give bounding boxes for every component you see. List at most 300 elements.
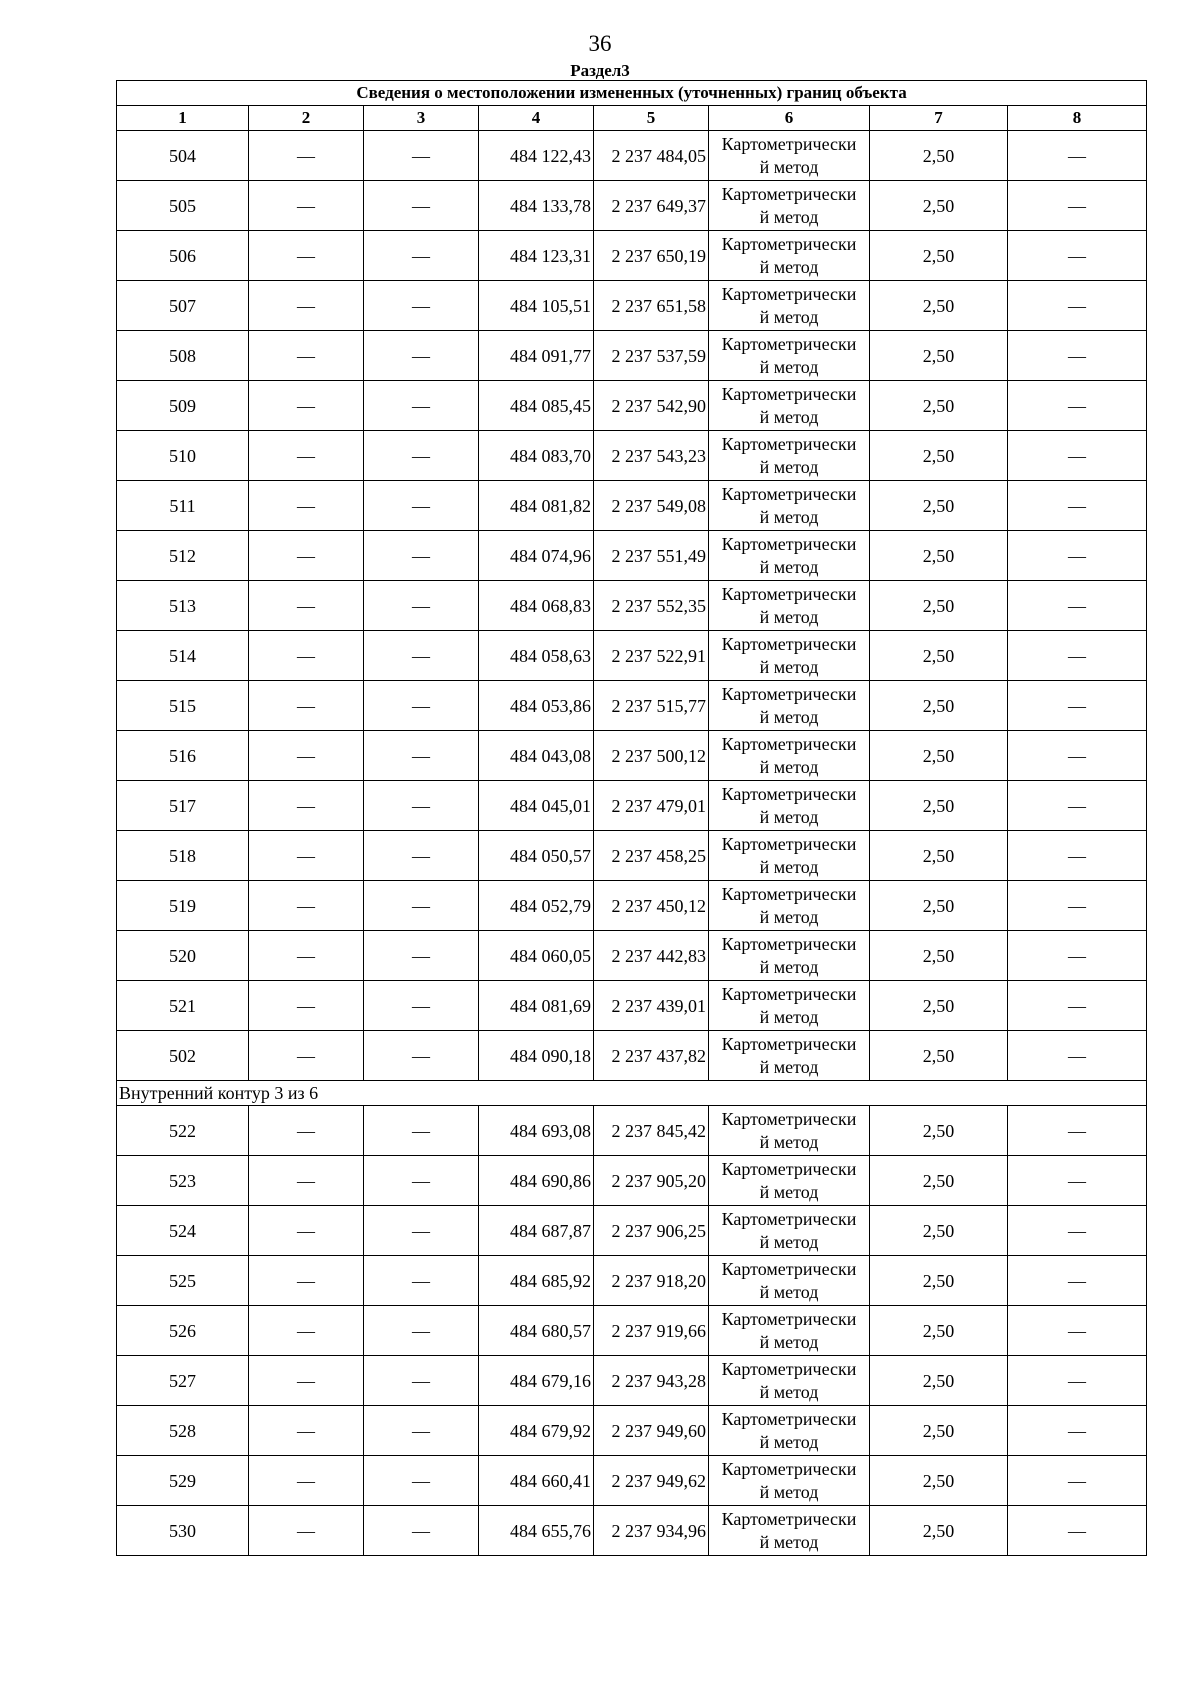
method-line: й метод [759, 957, 819, 977]
column-8-cell: — [1008, 631, 1147, 681]
table-row [117, 381, 1147, 431]
x-coordinate-cell: 484 679,16 [479, 1356, 594, 1406]
accuracy-cell: 2,50 [870, 1031, 1008, 1081]
point-number-cell: 502 [117, 1031, 249, 1081]
x-coordinate-cell: 484 060,05 [479, 931, 594, 981]
table-row [117, 431, 1147, 481]
method-line: й метод [759, 657, 819, 677]
x-coordinate-cell: 484 133,78 [479, 181, 594, 231]
column-8-cell: — [1008, 731, 1147, 781]
method-line: Картометрически [721, 134, 857, 154]
column-number: 7 [870, 106, 1008, 131]
y-coordinate-cell: 2 237 949,60 [594, 1406, 709, 1456]
point-number-cell: 512 [117, 531, 249, 581]
method-line: Картометрически [721, 184, 857, 204]
table-row [117, 731, 1147, 781]
x-coordinate-cell: 484 660,41 [479, 1456, 594, 1506]
column-3-cell: — [364, 1356, 479, 1406]
point-number-cell: 509 [117, 381, 249, 431]
method-cell [709, 331, 870, 381]
method-line: Картометрически [721, 1509, 857, 1529]
column-8-cell: — [1008, 381, 1147, 431]
method-line: Картометрически [721, 1259, 857, 1279]
column-2-cell: — [249, 831, 364, 881]
column-8-cell: — [1008, 881, 1147, 931]
column-8-cell: — [1008, 1156, 1147, 1206]
table-row [117, 1106, 1147, 1156]
accuracy-cell: 2,50 [870, 931, 1008, 981]
column-2-cell: — [249, 881, 364, 931]
method-cell [709, 931, 870, 981]
y-coordinate-cell: 2 237 918,20 [594, 1256, 709, 1306]
column-8-cell: — [1008, 681, 1147, 731]
method-cell [709, 731, 870, 781]
table-row [117, 331, 1147, 381]
method-cell [709, 631, 870, 681]
method-cell [709, 681, 870, 731]
method-line: й метод [759, 1282, 819, 1302]
method-line: й метод [759, 857, 819, 877]
boundary-table [116, 80, 1147, 1556]
method-cell [709, 1406, 870, 1456]
column-2-cell: — [249, 731, 364, 781]
method-line: й метод [759, 257, 819, 277]
point-number-cell: 517 [117, 781, 249, 831]
method-cell [709, 831, 870, 881]
column-3-cell: — [364, 1406, 479, 1456]
accuracy-cell: 2,50 [870, 231, 1008, 281]
point-number-cell: 508 [117, 331, 249, 381]
point-number-cell: 524 [117, 1206, 249, 1256]
y-coordinate-cell: 2 237 845,42 [594, 1106, 709, 1156]
column-3-cell: — [364, 931, 479, 981]
table-row [117, 531, 1147, 581]
table-row [117, 831, 1147, 881]
table-row [117, 981, 1147, 1031]
method-cell [709, 881, 870, 931]
method-line: й метод [759, 457, 819, 477]
method-line: й метод [759, 157, 819, 177]
table-row [117, 1256, 1147, 1306]
accuracy-cell: 2,50 [870, 331, 1008, 381]
accuracy-cell: 2,50 [870, 681, 1008, 731]
point-number-cell: 520 [117, 931, 249, 981]
column-number-row [117, 106, 1147, 131]
method-line: й метод [759, 357, 819, 377]
method-line: Картометрически [721, 484, 857, 504]
y-coordinate-cell: 2 237 905,20 [594, 1156, 709, 1206]
table-row [117, 1406, 1147, 1456]
x-coordinate-cell: 484 693,08 [479, 1106, 594, 1156]
column-2-cell: — [249, 1406, 364, 1456]
column-2-cell: — [249, 931, 364, 981]
table-row [117, 481, 1147, 531]
y-coordinate-cell: 2 237 649,37 [594, 181, 709, 231]
point-number-cell: 516 [117, 731, 249, 781]
y-coordinate-cell: 2 237 949,62 [594, 1456, 709, 1506]
y-coordinate-cell: 2 237 442,83 [594, 931, 709, 981]
column-2-cell: — [249, 481, 364, 531]
accuracy-cell: 2,50 [870, 781, 1008, 831]
method-line: Картометрически [721, 1209, 857, 1229]
method-line: Картометрически [721, 1409, 857, 1429]
method-line: Картометрически [721, 584, 857, 604]
column-8-cell: — [1008, 581, 1147, 631]
accuracy-cell: 2,50 [870, 1506, 1008, 1556]
method-line: й метод [759, 757, 819, 777]
method-line: й метод [759, 1532, 819, 1552]
method-line: й метод [759, 557, 819, 577]
table-row [117, 1206, 1147, 1256]
contour-row [117, 1081, 1147, 1106]
method-line: Картометрически [721, 1159, 857, 1179]
column-8-cell: — [1008, 781, 1147, 831]
table-row [117, 1306, 1147, 1356]
y-coordinate-cell: 2 237 650,19 [594, 231, 709, 281]
method-line: й метод [759, 1232, 819, 1252]
point-number-cell: 530 [117, 1506, 249, 1556]
column-number: 2 [249, 106, 364, 131]
y-coordinate-cell: 2 237 484,05 [594, 131, 709, 181]
column-8-cell: — [1008, 1256, 1147, 1306]
accuracy-cell: 2,50 [870, 1106, 1008, 1156]
method-line: Картометрически [721, 284, 857, 304]
accuracy-cell: 2,50 [870, 631, 1008, 681]
method-line: Картометрически [721, 984, 857, 1004]
table-row [117, 781, 1147, 831]
x-coordinate-cell: 484 081,69 [479, 981, 594, 1031]
method-line: й метод [759, 907, 819, 927]
method-line: Картометрически [721, 784, 857, 804]
y-coordinate-cell: 2 237 500,12 [594, 731, 709, 781]
column-8-cell: — [1008, 131, 1147, 181]
column-2-cell: — [249, 681, 364, 731]
column-2-cell: — [249, 581, 364, 631]
column-8-cell: — [1008, 831, 1147, 881]
method-line: й метод [759, 1482, 819, 1502]
column-number: 8 [1008, 106, 1147, 131]
column-3-cell: — [364, 731, 479, 781]
x-coordinate-cell: 484 053,86 [479, 681, 594, 731]
x-coordinate-cell: 484 680,57 [479, 1306, 594, 1356]
point-number-cell: 515 [117, 681, 249, 731]
method-line: Картометрически [721, 684, 857, 704]
column-3-cell: — [364, 281, 479, 331]
method-line: Картометрически [721, 1034, 857, 1054]
column-2-cell: — [249, 1256, 364, 1306]
column-3-cell: — [364, 181, 479, 231]
y-coordinate-cell: 2 237 549,08 [594, 481, 709, 531]
accuracy-cell: 2,50 [870, 1206, 1008, 1256]
x-coordinate-cell: 484 081,82 [479, 481, 594, 531]
method-cell [709, 1356, 870, 1406]
method-cell [709, 531, 870, 581]
column-3-cell: — [364, 1306, 479, 1356]
column-8-cell: — [1008, 1031, 1147, 1081]
method-cell [709, 581, 870, 631]
point-number-cell: 529 [117, 1456, 249, 1506]
x-coordinate-cell: 484 122,43 [479, 131, 594, 181]
accuracy-cell: 2,50 [870, 431, 1008, 481]
x-coordinate-cell: 484 068,83 [479, 581, 594, 631]
table-row [117, 681, 1147, 731]
column-8-cell: — [1008, 231, 1147, 281]
method-line: Картометрически [721, 534, 857, 554]
column-number: 1 [117, 106, 249, 131]
x-coordinate-cell: 484 050,57 [479, 831, 594, 881]
column-3-cell: — [364, 1206, 479, 1256]
column-2-cell: — [249, 381, 364, 431]
table-caption: Сведения о местоположении измененных (уточненных) границ объекта [117, 81, 1147, 106]
method-line: й метод [759, 307, 819, 327]
method-cell [709, 481, 870, 531]
point-number-cell: 504 [117, 131, 249, 181]
method-line: Картометрически [721, 1359, 857, 1379]
page-number: 36 [588, 31, 612, 56]
point-number-cell: 522 [117, 1106, 249, 1156]
method-line: й метод [759, 407, 819, 427]
x-coordinate-cell: 484 123,31 [479, 231, 594, 281]
method-line: Картометрически [721, 634, 857, 654]
table-row [117, 931, 1147, 981]
table-row [117, 1156, 1147, 1206]
method-line: й метод [759, 1182, 819, 1202]
section-label: Раздел3 [570, 61, 630, 80]
column-8-cell: — [1008, 281, 1147, 331]
method-cell [709, 1506, 870, 1556]
accuracy-cell: 2,50 [870, 981, 1008, 1031]
column-2-cell: — [249, 281, 364, 331]
y-coordinate-cell: 2 237 479,01 [594, 781, 709, 831]
y-coordinate-cell: 2 237 515,77 [594, 681, 709, 731]
column-3-cell: — [364, 581, 479, 631]
column-3-cell: — [364, 831, 479, 881]
point-number-cell: 506 [117, 231, 249, 281]
x-coordinate-cell: 484 105,51 [479, 281, 594, 331]
column-3-cell: — [364, 481, 479, 531]
column-2-cell: — [249, 231, 364, 281]
accuracy-cell: 2,50 [870, 131, 1008, 181]
column-3-cell: — [364, 681, 479, 731]
y-coordinate-cell: 2 237 943,28 [594, 1356, 709, 1406]
column-3-cell: — [364, 631, 479, 681]
x-coordinate-cell: 484 090,18 [479, 1031, 594, 1081]
x-coordinate-cell: 484 083,70 [479, 431, 594, 481]
x-coordinate-cell: 484 679,92 [479, 1406, 594, 1456]
method-cell [709, 181, 870, 231]
method-line: й метод [759, 207, 819, 227]
column-2-cell: — [249, 131, 364, 181]
y-coordinate-cell: 2 237 651,58 [594, 281, 709, 331]
y-coordinate-cell: 2 237 437,82 [594, 1031, 709, 1081]
point-number-cell: 511 [117, 481, 249, 531]
table-row [117, 1031, 1147, 1081]
column-2-cell: — [249, 631, 364, 681]
point-number-cell: 528 [117, 1406, 249, 1456]
accuracy-cell: 2,50 [870, 281, 1008, 331]
y-coordinate-cell: 2 237 522,91 [594, 631, 709, 681]
method-cell [709, 1456, 870, 1506]
column-2-cell: — [249, 431, 364, 481]
column-3-cell: — [364, 131, 479, 181]
point-number-cell: 514 [117, 631, 249, 681]
point-number-cell: 521 [117, 981, 249, 1031]
method-cell [709, 131, 870, 181]
contour-label: Внутренний контур 3 из 6 [117, 1081, 1147, 1106]
column-8-cell: — [1008, 531, 1147, 581]
column-3-cell: — [364, 1106, 479, 1156]
accuracy-cell: 2,50 [870, 381, 1008, 431]
column-3-cell: — [364, 1256, 479, 1306]
column-8-cell: — [1008, 1356, 1147, 1406]
table-row [117, 631, 1147, 681]
x-coordinate-cell: 484 045,01 [479, 781, 594, 831]
column-8-cell: — [1008, 181, 1147, 231]
column-3-cell: — [364, 981, 479, 1031]
accuracy-cell: 2,50 [870, 481, 1008, 531]
y-coordinate-cell: 2 237 439,01 [594, 981, 709, 1031]
method-cell [709, 981, 870, 1031]
column-2-cell: — [249, 531, 364, 581]
column-8-cell: — [1008, 331, 1147, 381]
table-row [117, 1356, 1147, 1406]
method-cell [709, 1306, 870, 1356]
accuracy-cell: 2,50 [870, 831, 1008, 881]
method-line: Картометрически [721, 1109, 857, 1129]
table-row [117, 1456, 1147, 1506]
method-cell [709, 781, 870, 831]
column-3-cell: — [364, 431, 479, 481]
accuracy-cell: 2,50 [870, 1356, 1008, 1406]
y-coordinate-cell: 2 237 551,49 [594, 531, 709, 581]
method-line: Картометрически [721, 734, 857, 754]
column-2-cell: — [249, 981, 364, 1031]
column-3-cell: — [364, 331, 479, 381]
column-number: 3 [364, 106, 479, 131]
method-cell [709, 381, 870, 431]
method-line: Картометрически [721, 934, 857, 954]
column-3-cell: — [364, 381, 479, 431]
method-cell [709, 231, 870, 281]
accuracy-cell: 2,50 [870, 1156, 1008, 1206]
method-cell [709, 281, 870, 331]
column-2-cell: — [249, 1356, 364, 1406]
column-number: 5 [594, 106, 709, 131]
point-number-cell: 513 [117, 581, 249, 631]
point-number-cell: 525 [117, 1256, 249, 1306]
column-2-cell: — [249, 1206, 364, 1256]
column-8-cell: — [1008, 981, 1147, 1031]
table-row [117, 1506, 1147, 1556]
method-line: Картометрически [721, 1309, 857, 1329]
column-8-cell: — [1008, 1106, 1147, 1156]
column-number: 6 [709, 106, 870, 131]
column-2-cell: — [249, 1106, 364, 1156]
point-number-cell: 519 [117, 881, 249, 931]
method-line: Картометрически [721, 384, 857, 404]
x-coordinate-cell: 484 687,87 [479, 1206, 594, 1256]
column-2-cell: — [249, 1306, 364, 1356]
column-2-cell: — [249, 1506, 364, 1556]
method-line: Картометрически [721, 1459, 857, 1479]
method-line: й метод [759, 1007, 819, 1027]
accuracy-cell: 2,50 [870, 731, 1008, 781]
x-coordinate-cell: 484 685,92 [479, 1256, 594, 1306]
x-coordinate-cell: 484 690,86 [479, 1156, 594, 1206]
column-8-cell: — [1008, 1406, 1147, 1456]
y-coordinate-cell: 2 237 458,25 [594, 831, 709, 881]
column-2-cell: — [249, 181, 364, 231]
point-number-cell: 510 [117, 431, 249, 481]
accuracy-cell: 2,50 [870, 1456, 1008, 1506]
point-number-cell: 527 [117, 1356, 249, 1406]
method-cell [709, 1206, 870, 1256]
column-8-cell: — [1008, 431, 1147, 481]
method-line: й метод [759, 1332, 819, 1352]
method-line: й метод [759, 507, 819, 527]
x-coordinate-cell: 484 074,96 [479, 531, 594, 581]
method-line: й метод [759, 1057, 819, 1077]
method-line: й метод [759, 707, 819, 727]
y-coordinate-cell: 2 237 543,23 [594, 431, 709, 481]
y-coordinate-cell: 2 237 552,35 [594, 581, 709, 631]
column-3-cell: — [364, 781, 479, 831]
x-coordinate-cell: 484 058,63 [479, 631, 594, 681]
column-3-cell: — [364, 881, 479, 931]
table-row [117, 231, 1147, 281]
method-line: й метод [759, 1132, 819, 1152]
x-coordinate-cell: 484 043,08 [479, 731, 594, 781]
table-row [117, 881, 1147, 931]
column-2-cell: — [249, 331, 364, 381]
column-8-cell: — [1008, 481, 1147, 531]
column-3-cell: — [364, 1456, 479, 1506]
column-2-cell: — [249, 1156, 364, 1206]
method-line: й метод [759, 807, 819, 827]
point-number-cell: 507 [117, 281, 249, 331]
table-row [117, 181, 1147, 231]
y-coordinate-cell: 2 237 542,90 [594, 381, 709, 431]
method-cell [709, 1031, 870, 1081]
method-line: й метод [759, 1382, 819, 1402]
method-line: Картометрически [721, 334, 857, 354]
method-line: й метод [759, 1432, 819, 1452]
column-8-cell: — [1008, 1456, 1147, 1506]
accuracy-cell: 2,50 [870, 1406, 1008, 1456]
method-line: Картометрически [721, 884, 857, 904]
y-coordinate-cell: 2 237 906,25 [594, 1206, 709, 1256]
column-8-cell: — [1008, 1506, 1147, 1556]
method-line: Картометрически [721, 834, 857, 854]
accuracy-cell: 2,50 [870, 531, 1008, 581]
y-coordinate-cell: 2 237 919,66 [594, 1306, 709, 1356]
table-row [117, 281, 1147, 331]
point-number-cell: 505 [117, 181, 249, 231]
accuracy-cell: 2,50 [870, 881, 1008, 931]
column-2-cell: — [249, 781, 364, 831]
method-line: й метод [759, 607, 819, 627]
point-number-cell: 526 [117, 1306, 249, 1356]
accuracy-cell: 2,50 [870, 1256, 1008, 1306]
table-row [117, 581, 1147, 631]
accuracy-cell: 2,50 [870, 181, 1008, 231]
x-coordinate-cell: 484 052,79 [479, 881, 594, 931]
column-8-cell: — [1008, 931, 1147, 981]
method-cell [709, 1156, 870, 1206]
method-line: Картометрически [721, 434, 857, 454]
accuracy-cell: 2,50 [870, 581, 1008, 631]
point-number-cell: 518 [117, 831, 249, 881]
